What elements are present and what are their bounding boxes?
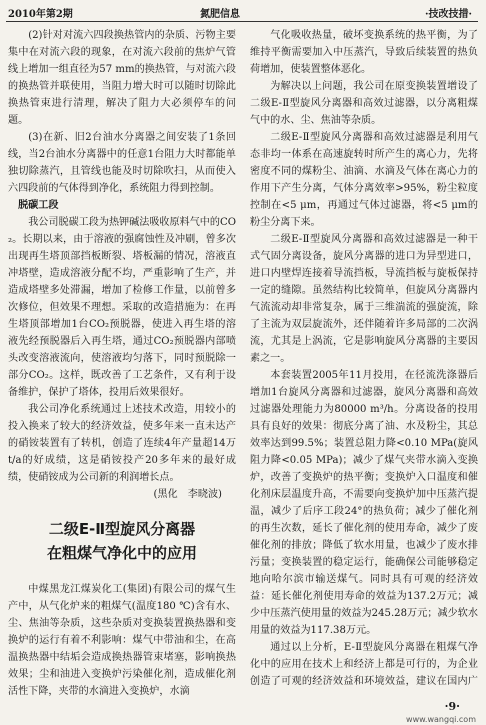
- section-label: ·技改技措·: [425, 9, 472, 20]
- paragraph: (2)针对对流六四段换热管内的杂质、污物主要集中在对流六段的现象，在对流六段前的焦炉气管线上增加一组直径为57 mm的换热管，与对流六段的换热管并联使用，当阻力增大时可以随时切除此换热管束进行清理，解决了阻力大必须停车的问题。: [8, 30, 236, 126]
- paragraph: 我公司脱碳工段为热钾碱法吸收原料气中的CO₂。长期以来，由于溶液的强腐蚀性及冲刷，曾多次出现再生塔顶部挡板断裂、塔板漏的情况，溶液直冲塔壁，造成溶液分配不均，严重影响了生产，并造成塔壁多处滞漏，增加了检修工作量，以前曾多次修位，但效果不理想。采取的改造措施为：在再生塔顶部增加1台CO₂预脱器，使进入再生塔的溶液先经预脱器后入再生塔，通过CO₂预脱器内部喷头改变溶液流向，使溶液均匀落下，同时预脱除一部分CO₂。这样，既改善了工艺条件，又有利于设备维护，保护了塔体，投用后效果很好。: [8, 217, 236, 398]
- paragraph: 二级E-Ⅱ型旋风分离器和高效过滤器是一种干式气固分离设备，旋风分离器的进口为异型进口，进口内壁焊连接着导流挡板，导流挡板与旋板保持一定的缝隙。虽然结构比较简单，但旋风分离器内气流流动却非常复杂，属于三维湍流的强旋流，除了主流为双层旋流外，还伴随着许多局部的二次涡流，尤其是上涡流，它是影响旋风分离器的主要因素之一。: [250, 234, 478, 364]
- paragraph: 我公司净化系统通过上述技术改造，用较小的投入换来了较大的经济效益，使多年来一直未达产的硝铵装置有了转机，创造了连续4年产量超14万t/a的好成绩，这是硝铵投产20多年来的最好成绩，使硝铵成为公司新的利润增长点。: [8, 404, 236, 483]
- journal-name: 氮肥信息: [200, 9, 240, 20]
- issue-label: 2010年第2期: [8, 9, 73, 20]
- article-title-line-1: 二级E-Ⅱ型旋风分离器: [48, 520, 196, 538]
- right-column: [250, 27, 478, 687]
- left-column: [8, 27, 236, 717]
- page-number: ·9·: [444, 700, 460, 713]
- paragraph: 通过以上分析，E-Ⅱ型旋风分离器在粗煤气净化中的应用在技术上和经济上都是可行的，为企业创造了可观的经济效益和环境效益，建议在国内广: [250, 642, 478, 687]
- header-rule: [6, 21, 478, 22]
- article-title-line-2: 在粗煤气净化中的应用: [46, 544, 197, 562]
- section-subheading: 脱碳工段: [18, 200, 59, 211]
- paragraph: 本套装置2005年11月投用，在径流洗涤器后增加1台旋风分离器和过滤器，旋风分离器和高效过滤器处理能力为80000 m³/h。分离设备的投用具有良好的效果：彻底分离了油、水及粉尘，其总效率达到99.5%；装置总阻力降<0.10 MPa(旋风阻力降<0.05 MPa)；减少了煤气夹带水滴入变换炉，改善了变换炉的热平衡；变换炉入口温度和催化剂床层温度升高，不需要向变换炉加中压蒸汽提温，减少了后序工段24°的热负荷；减少了催化剂的再生次数，延长了催化剂的使用寿命，减少了废催化剂的排放；降低了软水用量，也减少了废水排污量；变换装置的稳定运行，能确保公司能够稳定地向哈尔滨市输送煤气。同时具有可观的经济效益：延长催化剂使用寿命的效益为137.2万元；减少中压蒸汽使用量的效益为245.28万元；减少软水用量的效益为117.38万元。: [250, 370, 478, 636]
- paragraph: 气化吸收热量，破坏变换系统的热平衡，为了维持平衡需要加入中压蒸汽，导致后续装置的热负荷增加，使装置整体恶化。: [250, 30, 478, 75]
- paragraph: 为解决以上问题，我公司在原变换装置增设了二级E-Ⅱ型旋风分离器和高效过滤器，以分离粗煤气中的水、尘、焦油等杂质。: [250, 81, 478, 126]
- paragraph: (3)在新、旧2台油水分离器之间安装了1条回线，当2台油水分离器中的任意1台阻力大时都能单独切除蒸汽，且管线也能及时切除吹扫，从而使入六四段前的气体得到净化，系统阻力得到控制。: [8, 132, 236, 194]
- author-signature: (黑化 李晓波): [153, 489, 222, 500]
- paragraph: 中煤黑龙江煤炭化工(集团)有限公司的煤气生产中，从气化炉来的粗煤气(温度180 ℃)含有水、尘、焦油等杂质，这些杂质对变换装置换热器和变换炉的运行有着不利影响：煤气中带油和尘，在高温换热器中结垢会造成换热器管束堵塞，影响换热效果；尘和油进入变换炉污染催化剂，造成催化剂活性下降，夹带的水滴进入变换炉，水滴: [8, 584, 236, 697]
- paragraph: 二级E-Ⅱ型旋风分离器和高效过滤器是利用气态非均一体系在高速旋转时所产生的离心力，先将密度不同的煤粉尘、油滴、水滴及气体在离心力的作用下产生分离，气体分离效率>95%，粉尘粒度控制在<5 μm，再通过气体过滤器，将<5 μm的粉尘分离下来。: [250, 132, 478, 228]
- article-title: [8, 517, 236, 565]
- page-header: [0, 0, 486, 22]
- site-watermark: www.wangqi.com: [406, 715, 476, 724]
